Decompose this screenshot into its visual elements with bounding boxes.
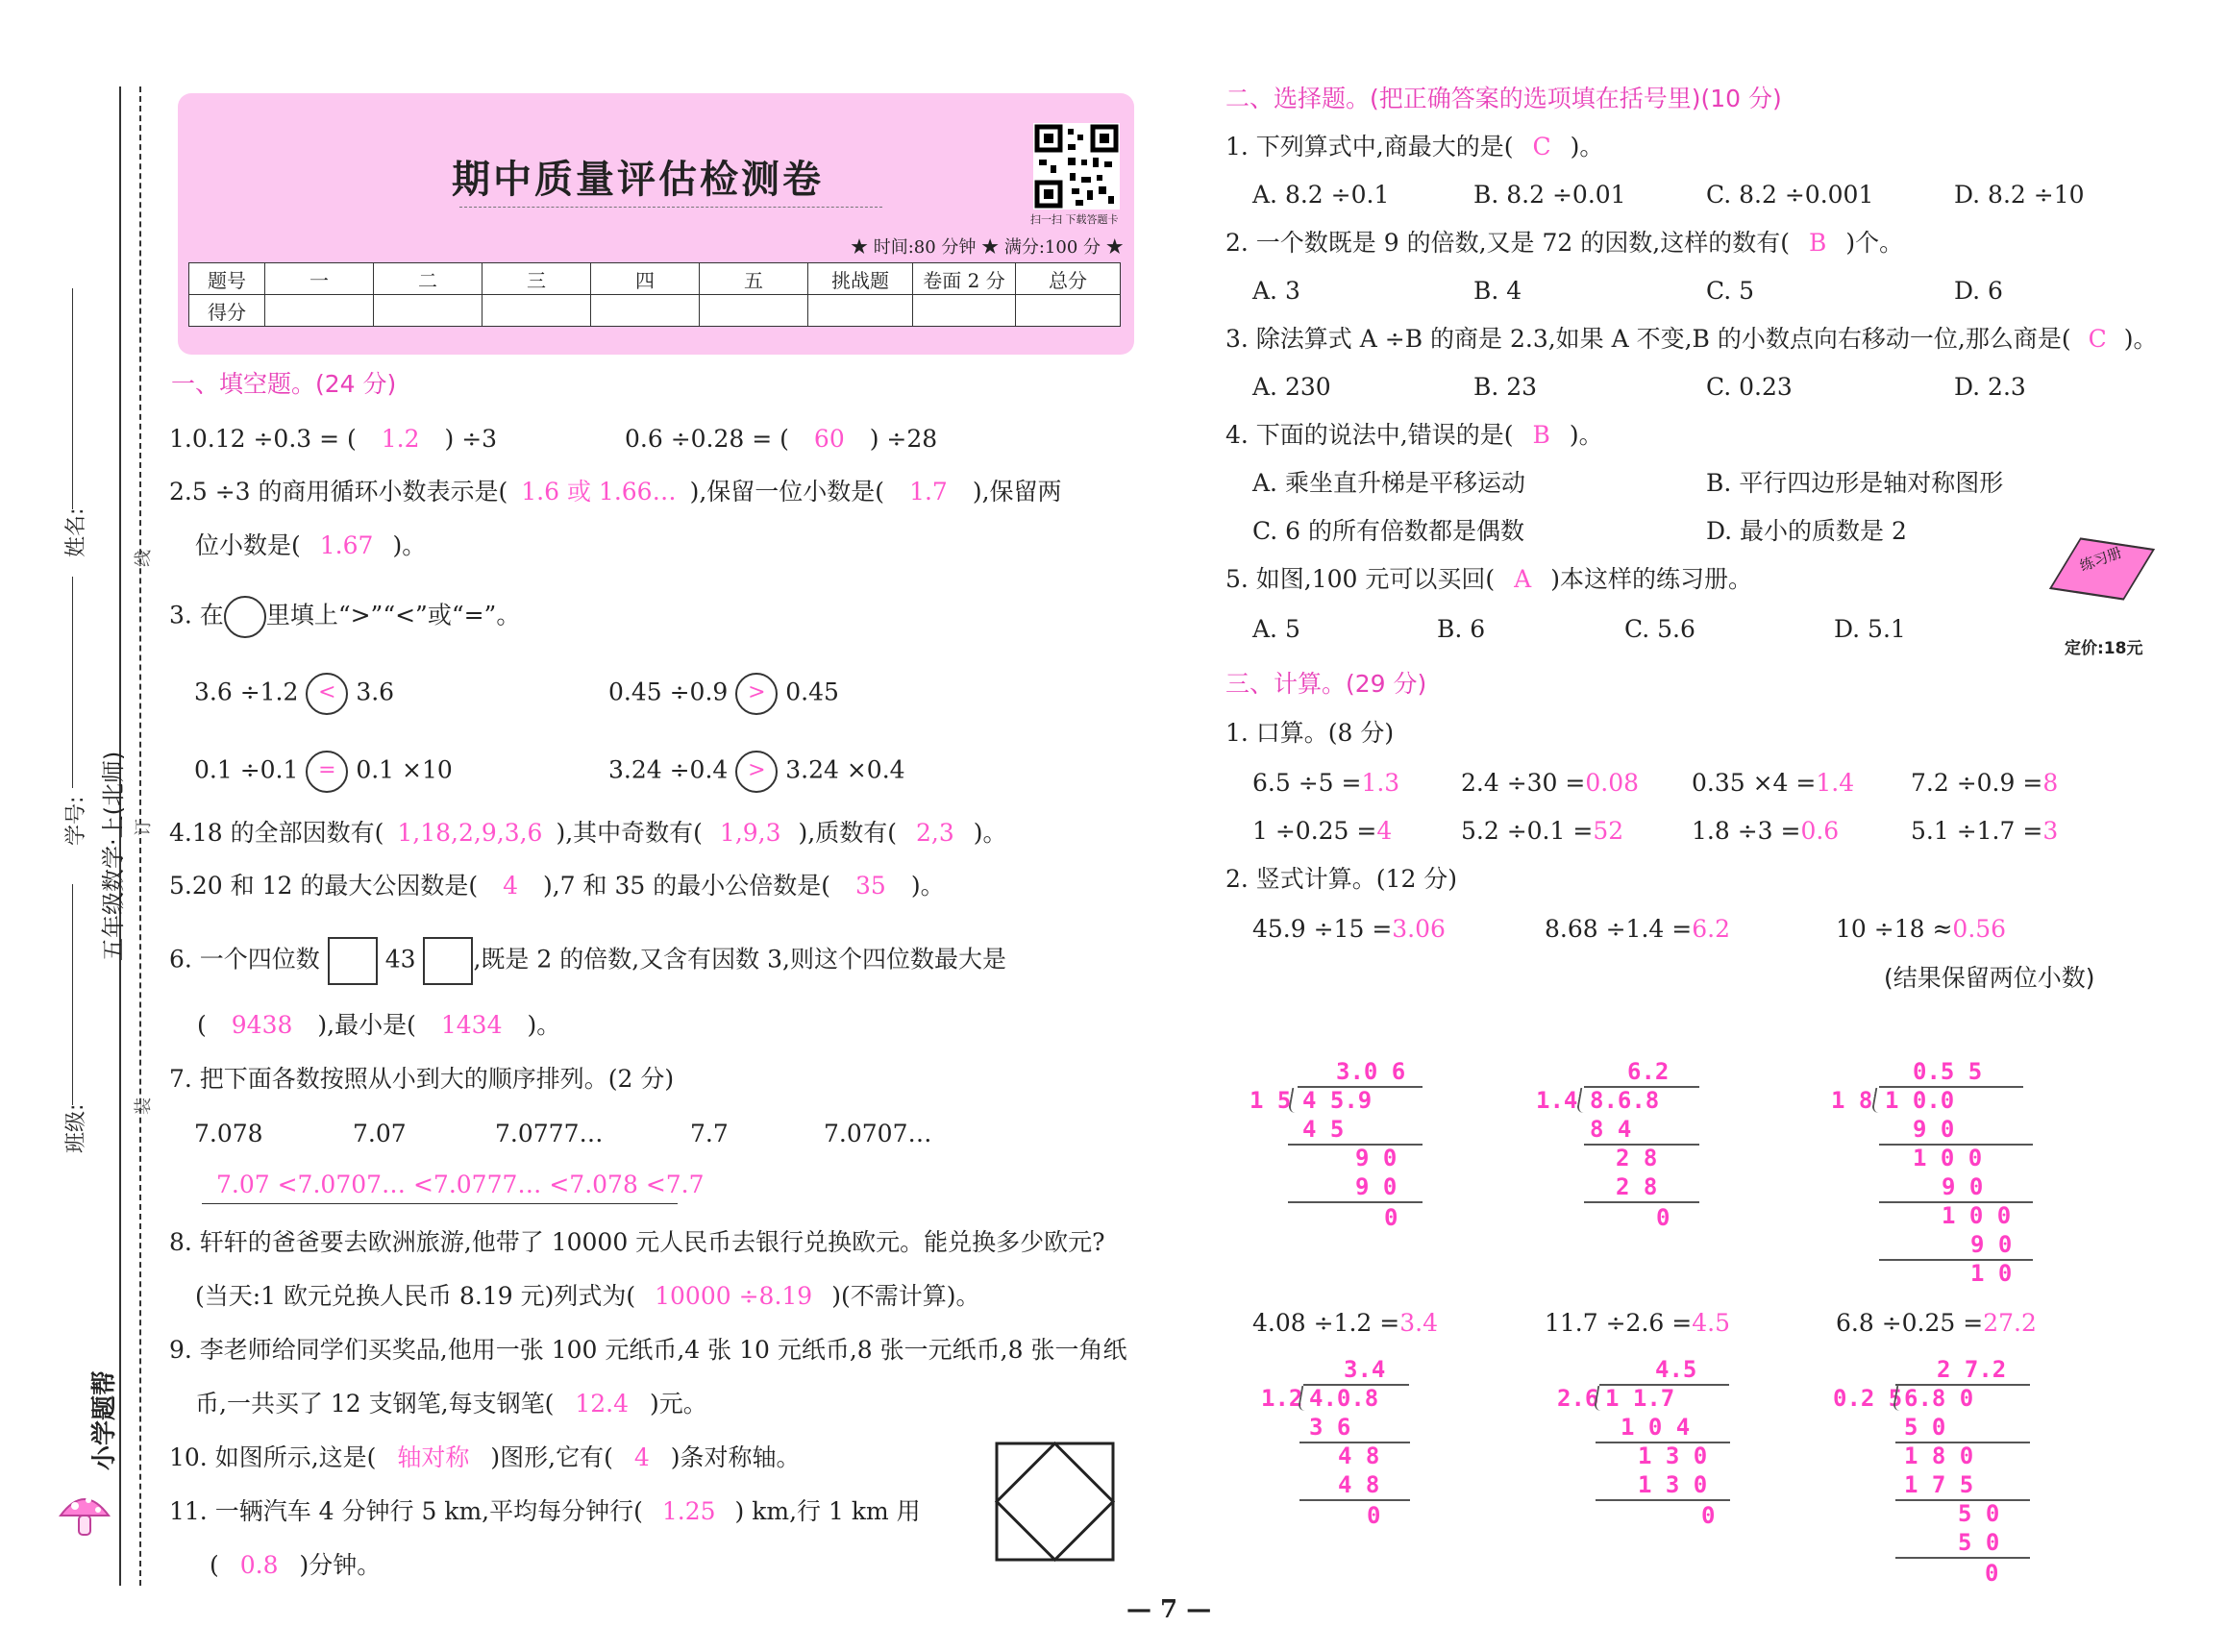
q7-num-5: 7.0707… <box>824 1120 932 1147</box>
q4 <box>169 819 1007 848</box>
score-cell[interactable] <box>374 295 483 327</box>
q2-text5: )。 <box>392 531 427 559</box>
div2-step: 0 <box>1656 1204 1670 1231</box>
vert-question: 8.68 ÷1.4 = <box>1545 915 1693 943</box>
mc1-opt-b[interactable]: B. 8.2 ÷0.01 <box>1473 181 1626 209</box>
qr-code-icon <box>1033 123 1120 210</box>
div6-step: 5 0 <box>1904 1414 1946 1441</box>
score-col-3: 三 <box>483 263 591 295</box>
q2-answer2: 1.7 <box>909 478 948 505</box>
q2-answer3: 1.67 <box>319 531 374 559</box>
q1-a <box>169 425 497 454</box>
q3-circle-icon <box>224 596 266 638</box>
vert-question: 11.7 ÷2.6 = <box>1545 1309 1693 1337</box>
score-table-header-row <box>189 263 1121 295</box>
oral-answer: 3 <box>2042 817 2059 845</box>
vert-answer: 6.2 <box>1692 915 1730 943</box>
q11-text3: ( <box>210 1551 219 1579</box>
q11-line2 <box>210 1551 381 1580</box>
div4-quotient: 3.4 <box>1344 1356 1386 1383</box>
mc-answer: B <box>1808 229 1827 257</box>
div5-step: 0 <box>1701 1502 1716 1529</box>
score-cell[interactable] <box>591 295 700 327</box>
score-cell[interactable] <box>483 295 591 327</box>
q8-text3: )(不需计算)。 <box>831 1282 980 1310</box>
q3-compare-circle[interactable]: = <box>306 751 348 793</box>
q4-answer2: 1,9,3 <box>719 819 781 847</box>
q3-item-left: 3.24 ÷0.4 <box>608 755 729 784</box>
name-label: 姓名: <box>64 507 88 557</box>
oral-question: 7.2 ÷0.9 = <box>1911 769 2043 797</box>
vert-question: 10 ÷18 ≈ <box>1836 915 1953 943</box>
div1-quotient: 3.0 6 <box>1336 1058 1406 1085</box>
div6-step: 1 7 5 <box>1904 1471 1974 1498</box>
div1-step: 4 5 <box>1302 1116 1345 1143</box>
q11-text1: 11. 一辆汽车 4 分钟行 5 km,平均每分钟行( <box>169 1497 643 1525</box>
mc-answer: C <box>2088 325 2107 353</box>
q4-answer1: 1,18,2,9,3,6 <box>397 819 543 847</box>
mc5-stem <box>1225 565 1752 594</box>
q3-item-left: 3.6 ÷1.2 <box>194 678 299 706</box>
oral-question: 2.4 ÷30 = <box>1461 769 1586 797</box>
q9-text2: 币,一共买了 12 支钢笔,每支钢笔( <box>195 1390 555 1418</box>
division-work-3 <box>1831 1057 2052 1288</box>
vert-answer: 3.4 <box>1399 1309 1438 1337</box>
q6-answer2: 1434 <box>440 1011 503 1039</box>
score-col-label: 题号 <box>189 263 265 295</box>
q5-text2: ),7 和 35 的最小公倍数是( <box>542 872 830 900</box>
seal-zhuang-char: 装 <box>134 1097 154 1115</box>
q2-text2: ),保留一位小数是( <box>689 478 885 505</box>
q10-text2: )图形,它有( <box>490 1443 613 1471</box>
score-col-1: 一 <box>265 263 374 295</box>
q3-compare-circle[interactable]: > <box>735 673 778 715</box>
div4-step: 3 6 <box>1309 1414 1351 1441</box>
score-cell[interactable] <box>1016 295 1121 327</box>
score-table-score-row <box>189 295 1121 327</box>
div4-step: 4 8 <box>1338 1442 1380 1469</box>
div5-dividend: 1 1.7 <box>1605 1385 1675 1412</box>
mc3-opt-b[interactable]: B. 23 <box>1473 373 1538 401</box>
q3-item-1 <box>194 673 394 715</box>
div1-step: 9 0 <box>1355 1145 1398 1171</box>
q1-a-end: ) ÷3 <box>444 425 498 453</box>
div2-step: 8 4 <box>1590 1116 1632 1143</box>
div3-step: 1 0 0 <box>1913 1145 1983 1171</box>
oral-answer: 52 <box>1593 817 1624 845</box>
mc-stem: 1. 下列算式中,商最大的是( <box>1225 133 1514 160</box>
q2-answer1: 1.6 或 1.66… <box>521 478 677 505</box>
mc1-stem <box>1225 133 1603 161</box>
brand-label: 小学题帮 <box>90 1369 119 1470</box>
title-underline <box>459 207 882 208</box>
q3-text-b: 里填上“>”“<”或“=”。 <box>265 601 521 629</box>
score-col-challenge: 挑战题 <box>808 263 913 295</box>
q3-compare-circle[interactable]: < <box>306 673 348 715</box>
qr-caption: 扫一扫 下载答题卡 <box>1030 213 1119 226</box>
oral-8 <box>1911 817 2058 846</box>
div3-step: 9 0 <box>1970 1231 2013 1258</box>
q2-text4: 位小数是( <box>195 531 301 559</box>
q9-answer: 12.4 <box>575 1390 630 1418</box>
q7-answer: 7.07 <7.0707… <7.0777… <7.078 <7.7 <box>216 1171 705 1198</box>
div3-step: 9 0 <box>1942 1173 1984 1200</box>
q11-answer2: 0.8 <box>239 1551 279 1579</box>
class-label: 班级: <box>64 1103 88 1153</box>
mc1-opt-c[interactable]: C. 8.2 ÷0.001 <box>1706 181 1874 209</box>
mc4-opt-c[interactable]: C. 6 的所有倍数都是偶数 <box>1252 517 1524 545</box>
mc2-opt-a[interactable]: A. 3 <box>1252 277 1300 305</box>
div1-step: 9 0 <box>1355 1173 1398 1200</box>
vert-2 <box>1545 915 1730 944</box>
oral-question: 5.1 ÷1.7 = <box>1911 817 2043 845</box>
mushroom-logo-icon <box>56 1485 113 1542</box>
vert-4 <box>1252 1309 1438 1338</box>
q10-answer1: 轴对称 <box>397 1443 470 1471</box>
mc-end: )。 <box>1569 421 1603 449</box>
q3-text-a: 3. 在 <box>169 601 224 629</box>
oral-1 <box>1252 769 1399 798</box>
mc-end: )。 <box>1570 133 1604 160</box>
id-label: 学号: <box>64 796 88 846</box>
vert-question: 6.8 ÷0.25 = <box>1836 1309 1984 1337</box>
mc3-opt-d[interactable]: D. 2.3 <box>1954 373 2026 401</box>
q4-text3: ),质数有( <box>798 819 898 847</box>
q6-line2 <box>197 1011 560 1040</box>
oral-question: 6.5 ÷5 = <box>1252 769 1362 797</box>
exam-info: ★ 时间:80 分钟 ★ 满分:100 分 ★ <box>851 237 1124 258</box>
mc5-opt-a[interactable]: A. 5 <box>1252 615 1300 643</box>
div3-step: 9 0 <box>1913 1116 1955 1143</box>
q1-a-text: 1.0.12 ÷0.3 = ( <box>169 425 357 453</box>
book-illustration <box>2052 543 2163 615</box>
mc4-opt-b[interactable]: B. 平行四边形是轴对称图形 <box>1706 469 2004 497</box>
q8-line2 <box>195 1282 979 1311</box>
oral-question: 5.2 ÷0.1 = <box>1461 817 1594 845</box>
score-cell[interactable] <box>700 295 808 327</box>
q11-answer1: 1.25 <box>661 1497 716 1525</box>
div5-quotient: 4.5 <box>1655 1356 1697 1383</box>
mc-answer: B <box>1532 421 1550 449</box>
q1-b-end: ) ÷28 <box>869 425 938 453</box>
div6-step-line <box>1895 1557 2030 1559</box>
mc1-opt-d[interactable]: D. 8.2 ÷10 <box>1954 181 2085 209</box>
oral-4 <box>1911 769 2058 798</box>
seal-ding-char: 订 <box>134 819 154 836</box>
score-cell[interactable] <box>913 295 1016 327</box>
vert-answer: 3.06 <box>1392 915 1446 943</box>
score-col-5: 五 <box>700 263 808 295</box>
oral-2 <box>1461 769 1639 798</box>
book-price: 定价:18元 <box>2065 639 2143 658</box>
mc5-opt-c[interactable]: C. 5.6 <box>1624 615 1695 643</box>
div3-quotient: 0.5 5 <box>1913 1058 1983 1085</box>
q7-answer-line <box>202 1203 678 1204</box>
oral-3 <box>1692 769 1854 798</box>
name-line <box>72 288 73 509</box>
oral-question: 1 ÷0.25 = <box>1252 817 1377 845</box>
q1-b <box>625 425 937 454</box>
mc3-opt-c[interactable]: C. 0.23 <box>1706 373 1793 401</box>
div2-divisor: 1.4 <box>1536 1087 1578 1114</box>
q11-text4: )分钟。 <box>299 1551 382 1579</box>
oral-7 <box>1692 817 1839 846</box>
q3-item-right: 3.24 ×0.4 <box>785 755 905 784</box>
div3-dividend: 1 0.0 <box>1885 1087 1955 1114</box>
q3-item-right: 0.1 ×10 <box>356 755 453 784</box>
q10-text3: )条对称轴。 <box>670 1443 801 1471</box>
div3-divisor: 1 8 <box>1831 1087 1873 1114</box>
q3-item-left: 0.45 ÷0.9 <box>608 678 729 706</box>
division-work-1 <box>1250 1057 1442 1240</box>
div4-step: 4 8 <box>1338 1471 1380 1498</box>
score-col-total: 总分 <box>1016 263 1121 295</box>
oral-answer: 1.4 <box>1816 769 1855 797</box>
q11-line1 <box>169 1497 921 1526</box>
q5-answer1: 4 <box>503 872 518 900</box>
div5-step: 1 0 4 <box>1621 1414 1691 1441</box>
q7-num-2: 7.07 <box>353 1120 407 1147</box>
section1-title: 一、填空题。(24 分) <box>171 370 397 398</box>
oral-title: 1. 口算。(8 分) <box>1225 719 1395 747</box>
q5-answer2: 35 <box>855 872 886 900</box>
mc-end: )。 <box>2123 325 2158 353</box>
binding-strip <box>0 0 154 1652</box>
q2-text1: 2.5 ÷3 的商用循环小数表示是( <box>169 478 508 505</box>
mc5-opt-b[interactable]: B. 6 <box>1437 615 1486 643</box>
div4-step: 0 <box>1367 1502 1381 1529</box>
div6-step: 1 8 0 <box>1904 1442 1974 1469</box>
q3-item-4 <box>608 751 905 793</box>
mc2-opt-d[interactable]: D. 6 <box>1954 277 2003 305</box>
mc1-opt-a[interactable]: A. 8.2 ÷0.1 <box>1252 181 1390 209</box>
mc-stem: 5. 如图,100 元可以买回( <box>1225 565 1496 593</box>
page-number: — 7 — <box>1126 1595 1212 1624</box>
square-diamond-figure <box>995 1442 1115 1562</box>
div6-divisor: 0.2 5 <box>1833 1385 1903 1412</box>
mc2-stem <box>1225 229 1903 258</box>
div6-dividend: 6.8 0 <box>1904 1385 1974 1412</box>
vert-answer: 0.56 <box>1952 915 2007 943</box>
mc4-opt-a[interactable]: A. 乘坐直升梯是平移运动 <box>1252 469 1525 497</box>
vert-answer: 27.2 <box>1983 1309 2037 1337</box>
q4-text1: 4.18 的全部因数有( <box>169 819 384 847</box>
div2-step: 2 8 <box>1616 1173 1658 1200</box>
mc-answer: A <box>1514 565 1532 593</box>
mc-stem: 2. 一个数既是 9 的倍数,又是 72 的因数,这样的数有( <box>1225 229 1790 257</box>
oral-question: 0.35 ×4 = <box>1692 769 1817 797</box>
mc5-opt-d[interactable]: D. 5.1 <box>1834 615 1906 643</box>
q6-text1: 6. 一个四位数 <box>169 945 320 974</box>
q7-num-1: 7.078 <box>194 1120 263 1147</box>
oral-answer: 0.6 <box>1800 817 1840 845</box>
q10 <box>169 1443 801 1472</box>
div4-dividend: 4.0.8 <box>1309 1385 1379 1412</box>
q6-text3: ( <box>197 1011 207 1039</box>
section2-title: 二、选择题。(把正确答案的选项填在括号里)(10 分) <box>1225 85 1782 112</box>
q6-digit-box[interactable] <box>328 937 378 985</box>
q7-stem: 7. 把下面各数按照从小到大的顺序排列。(2 分) <box>169 1065 675 1093</box>
mc4-opt-d[interactable]: D. 最小的质数是 2 <box>1706 517 1907 545</box>
q5 <box>169 872 945 900</box>
score-cell[interactable] <box>265 295 374 327</box>
div3-step: 1 0 <box>1970 1260 2013 1287</box>
q9-line2 <box>195 1390 707 1418</box>
rounding-note: (结果保留两位小数) <box>1884 964 2095 992</box>
mc-stem: 3. 除法算式 A ÷B 的商是 2.3,如果 A 不变,B 的小数点向右移动一位,那么商是( <box>1225 325 2071 353</box>
q3-item-3 <box>194 751 453 793</box>
div6-step: 5 0 <box>1958 1500 2000 1527</box>
q2-line2 <box>195 531 426 560</box>
q4-text4: )。 <box>973 819 1007 847</box>
q6-line1 <box>169 937 1006 985</box>
q3-compare-circle[interactable]: > <box>735 751 778 793</box>
div2-quotient: 6.2 <box>1627 1058 1670 1085</box>
seal-line-char: 线 <box>134 550 154 567</box>
q1-b-answer: 60 <box>813 425 845 453</box>
div2-bracket <box>1576 1088 1591 1113</box>
q8-text2: (当天:1 欧元兑换人民币 8.19 元)列式为( <box>195 1282 636 1310</box>
div5-divisor: 2.6 <box>1557 1385 1599 1412</box>
q3-item-right: 3.6 <box>356 678 395 706</box>
q6-answer1: 9438 <box>231 1011 293 1039</box>
div1-dividend: 4 5.9 <box>1302 1087 1373 1114</box>
q8-line1: 8. 轩轩的爸爸要去欧洲旅游,他带了 10000 元人民币去银行兑换欧元。能兑换多少欧元? <box>169 1228 1105 1256</box>
oral-6 <box>1461 817 1623 846</box>
vert-5 <box>1545 1309 1730 1338</box>
vert-6 <box>1836 1309 2037 1338</box>
division-work-2 <box>1536 1057 1728 1240</box>
div6-quotient: 2 7.2 <box>1937 1356 2007 1383</box>
score-col-2: 二 <box>374 263 483 295</box>
vert-question: 4.08 ÷1.2 = <box>1252 1309 1400 1337</box>
q1-b-text: 0.6 ÷0.28 = ( <box>625 425 789 453</box>
q3-item-left: 0.1 ÷0.1 <box>194 755 299 784</box>
score-row-label: 得分 <box>189 295 265 327</box>
mc2-opt-b[interactable]: B. 4 <box>1473 277 1522 305</box>
div5-step: 1 3 0 <box>1638 1442 1708 1469</box>
binding-rule-inner <box>139 86 141 1586</box>
q6-text5: )。 <box>527 1011 561 1039</box>
q4-text2: ),其中奇数有( <box>556 819 703 847</box>
q7-num-3: 7.0777… <box>495 1120 604 1147</box>
mc-stem: 4. 下面的说法中,错误的是( <box>1225 421 1514 449</box>
score-col-neatness: 卷面 2 分 <box>913 263 1016 295</box>
oral-answer: 0.08 <box>1585 769 1640 797</box>
div2-dividend: 8.6.8 <box>1590 1087 1660 1114</box>
q6-digit-box[interactable] <box>423 937 473 985</box>
division-work-6 <box>1833 1355 2044 1595</box>
vertical-title: 2. 竖式计算。(12 分) <box>1225 865 1458 893</box>
mc3-stem <box>1225 325 2158 354</box>
score-cell[interactable] <box>808 295 913 327</box>
div6-step: 5 0 <box>1958 1529 2000 1556</box>
score-col-4: 四 <box>591 263 700 295</box>
mc-end: )个。 <box>1845 229 1904 257</box>
vert-3 <box>1836 915 2006 944</box>
division-work-5 <box>1557 1355 1749 1538</box>
page-title: 期中质量评估检测卷 <box>452 157 824 202</box>
div2-step-line <box>1584 1201 1699 1203</box>
q9-text3: )元。 <box>650 1390 707 1418</box>
oral-5 <box>1252 817 1392 846</box>
grade-label: 五年级数学·上(北师) <box>100 751 127 961</box>
div3-step: 1 0 0 <box>1942 1202 2012 1229</box>
q10-answer2: 4 <box>633 1443 650 1471</box>
q6-text2: ,既是 2 的倍数,又含有因数 3,则这个四位数最大是 <box>473 945 1006 974</box>
q3-item-2 <box>608 673 839 715</box>
section3-title: 三、计算。(29 分) <box>1225 670 1427 698</box>
q9-line1: 9. 李老师给同学们买奖品,他用一张 100 元纸币,4 张 10 元纸币,8 张一元纸币,8 张一角纸 <box>169 1336 1127 1364</box>
div6-step: 0 <box>1985 1560 1999 1587</box>
q4-answer3: 2,3 <box>916 819 954 847</box>
mc-end: )本这样的练习册。 <box>1550 565 1752 593</box>
div3-bracket <box>1871 1088 1886 1113</box>
mc-answer: C <box>1532 133 1551 160</box>
div4-step-line <box>1299 1499 1410 1501</box>
div1-step-line <box>1288 1201 1423 1203</box>
q5-text3: )。 <box>910 872 945 900</box>
div4-divisor: 1.2 <box>1261 1385 1303 1412</box>
q1-a-answer: 1.2 <box>381 425 420 453</box>
vert-question: 45.9 ÷15 = <box>1252 915 1393 943</box>
q6-text4: ),最小是( <box>317 1011 416 1039</box>
q3-item-right: 0.45 <box>785 678 839 706</box>
q2-line1 <box>169 478 1062 506</box>
oral-answer: 4 <box>1376 817 1393 845</box>
div5-step: 1 3 0 <box>1638 1471 1708 1498</box>
oral-answer: 8 <box>2042 769 2059 797</box>
q7-num-4: 7.7 <box>690 1120 729 1147</box>
q11-text2: ) km,行 1 km 用 <box>734 1497 921 1525</box>
vert-1 <box>1252 915 1446 944</box>
mc4-stem <box>1225 421 1603 450</box>
div1-step: 0 <box>1384 1204 1398 1231</box>
q10-text1: 10. 如图所示,这是( <box>169 1443 377 1471</box>
q2-text3: ),保留两 <box>972 478 1062 505</box>
q8-answer: 10000 ÷8.19 <box>655 1282 813 1310</box>
score-table <box>188 262 1121 327</box>
q5-text1: 5.20 和 12 的最大公因数是( <box>169 872 479 900</box>
div1-divisor: 1 5 <box>1250 1087 1292 1114</box>
book-label: 练习册 <box>2077 543 2124 576</box>
q3-stem <box>169 596 520 638</box>
division-work-4 <box>1261 1355 1453 1538</box>
id-line <box>72 577 73 788</box>
div2-step: 2 8 <box>1616 1145 1658 1171</box>
oral-answer: 1.3 <box>1361 769 1400 797</box>
q6-mid-digits: 43 <box>384 945 416 974</box>
oral-question: 1.8 ÷3 = <box>1692 817 1801 845</box>
mc3-opt-a[interactable]: A. 230 <box>1252 373 1331 401</box>
mc2-opt-c[interactable]: C. 5 <box>1706 277 1755 305</box>
vert-answer: 4.5 <box>1692 1309 1730 1337</box>
class-line <box>72 884 73 1105</box>
